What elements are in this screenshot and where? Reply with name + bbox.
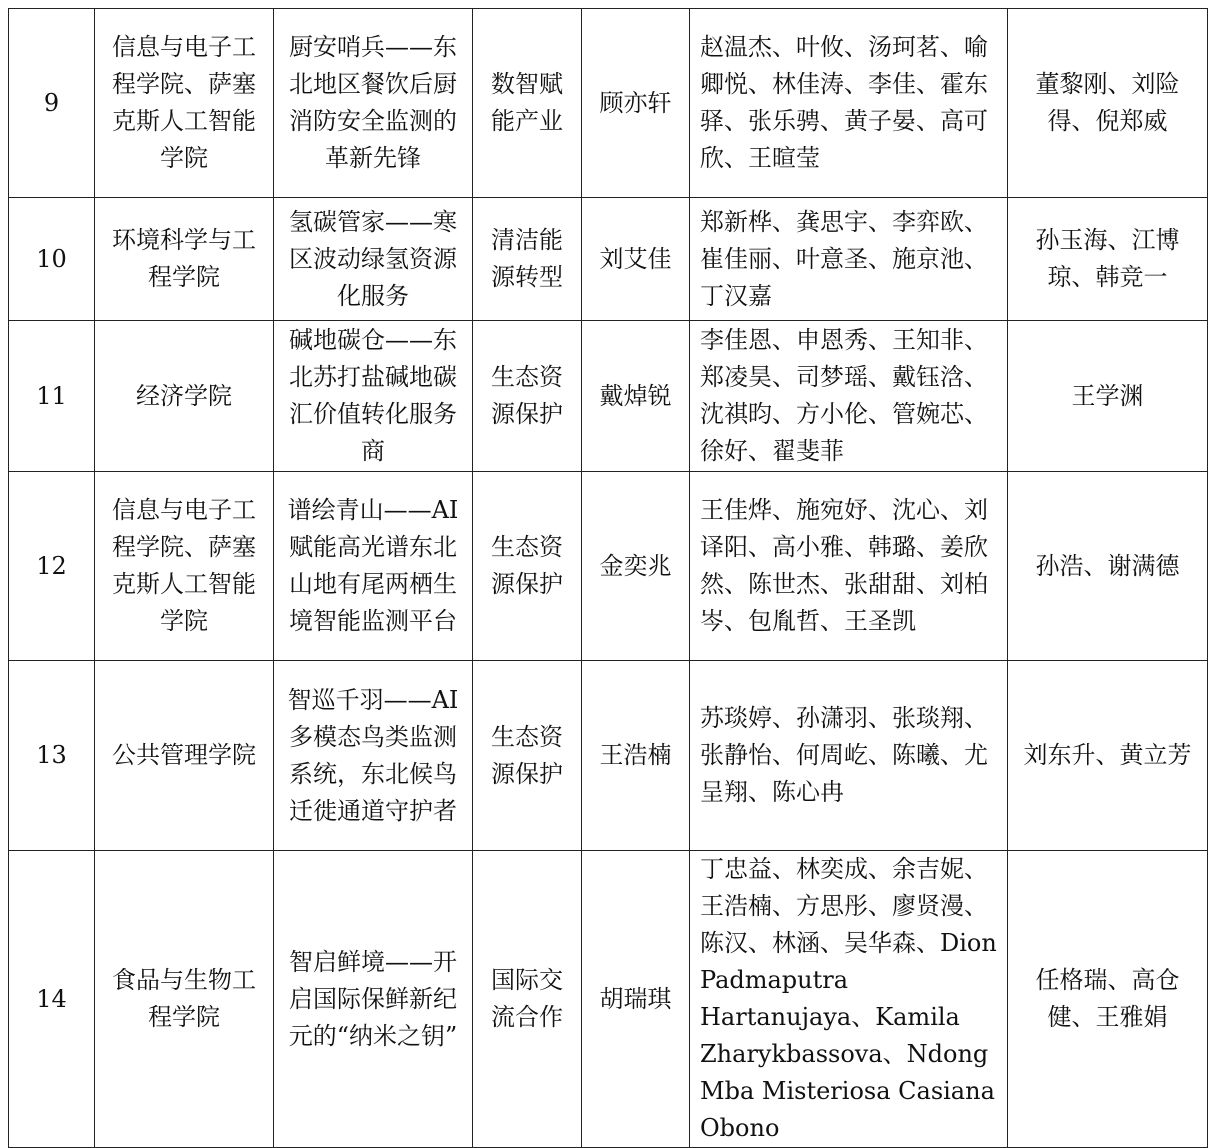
project-cell: 谱绘青山——AI 赋能高光谱东北山地有尾两栖生境智能监测平台 xyxy=(274,472,473,661)
advisors-cell: 孙玉海、江博琼、韩竞一 xyxy=(1008,198,1208,321)
field-cell: 生态资源保护 xyxy=(473,321,582,472)
college-cell: 公共管理学院 xyxy=(95,661,274,851)
advisors-cell: 孙浩、谢满德 xyxy=(1008,472,1208,661)
leader-cell: 王浩楠 xyxy=(582,661,690,851)
leader-cell: 金奕兆 xyxy=(582,472,690,661)
table-row xyxy=(9,321,1208,472)
advisors-cell: 董黎刚、刘险得、倪郑威 xyxy=(1008,9,1208,198)
project-table xyxy=(8,8,1208,1148)
members-cell: 赵温杰、叶攸、汤珂茗、喻卿悦、林佳涛、李佳、霍东驿、张乐骋、黄子晏、高可欣、王暄莹 xyxy=(690,9,1008,198)
college-cell: 环境科学与工程学院 xyxy=(95,198,274,321)
project-cell: 碱地碳仓——东北苏打盐碱地碳汇价值转化服务商 xyxy=(274,321,473,472)
project-cell: 智巡千羽——AI 多模态鸟类监测系统，东北候鸟迁徙通道守护者 xyxy=(274,661,473,851)
college-cell: 食品与生物工程学院 xyxy=(95,851,274,1148)
table-row xyxy=(9,661,1208,851)
members-cell: 李佳恩、申恩秀、王知非、郑凌昊、司梦瑶、戴钰浛、沈祺昀、方小伦、管婉芯、徐好、翟斐菲 xyxy=(690,321,1008,472)
field-cell: 数智赋能产业 xyxy=(473,9,582,198)
members-cell: 丁忠益、林奕成、余吉妮、王浩楠、方思彤、廖贤漫、陈汉、林涵、吴华森、Dion Padmaputra Hartanujaya、Kamila Zharykbassova、Ndong Mba Misteriosa Casiana Obono xyxy=(690,851,1008,1148)
field-cell: 清洁能源转型 xyxy=(473,198,582,321)
table-row xyxy=(9,851,1208,1148)
row-number: 10 xyxy=(9,198,95,321)
project-cell: 氢碳管家——寒区波动绿氢资源化服务 xyxy=(274,198,473,321)
college-cell: 经济学院 xyxy=(95,321,274,472)
field-cell: 生态资源保护 xyxy=(473,661,582,851)
row-number: 11 xyxy=(9,321,95,472)
row-number: 12 xyxy=(9,472,95,661)
advisors-cell: 任格瑞、高仓健、王雅娟 xyxy=(1008,851,1208,1148)
field-cell: 生态资源保护 xyxy=(473,472,582,661)
leader-cell: 顾亦轩 xyxy=(582,9,690,198)
row-number: 13 xyxy=(9,661,95,851)
leader-cell: 戴焯锐 xyxy=(582,321,690,472)
project-cell: 厨安哨兵——东北地区餐饮后厨消防安全监测的革新先锋 xyxy=(274,9,473,198)
members-cell: 王佳烨、施宛妤、沈心、刘译阳、高小雅、韩璐、姜欣然、陈世杰、张甜甜、刘柏岑、包胤哲、王圣凯 xyxy=(690,472,1008,661)
members-cell: 郑新桦、龚思宇、李弈欧、崔佳丽、叶意圣、施京池、丁汉嘉 xyxy=(690,198,1008,321)
row-number: 9 xyxy=(9,9,95,198)
leader-cell: 刘艾佳 xyxy=(582,198,690,321)
table-row xyxy=(9,472,1208,661)
advisors-cell: 王学渊 xyxy=(1008,321,1208,472)
field-cell: 国际交流合作 xyxy=(473,851,582,1148)
row-number: 14 xyxy=(9,851,95,1148)
members-cell: 苏琰婷、孙潇羽、张琰翔、张静怡、何周屹、陈曦、尤呈翔、陈心冉 xyxy=(690,661,1008,851)
project-cell: 智启鲜境——开启国际保鲜新纪元的“纳米之钥” xyxy=(274,851,473,1148)
leader-cell: 胡瑞琪 xyxy=(582,851,690,1148)
advisors-cell: 刘东升、黄立芳 xyxy=(1008,661,1208,851)
table-row xyxy=(9,9,1208,198)
college-cell: 信息与电子工程学院、萨塞克斯人工智能学院 xyxy=(95,9,274,198)
table-row xyxy=(9,198,1208,321)
college-cell: 信息与电子工程学院、萨塞克斯人工智能学院 xyxy=(95,472,274,661)
